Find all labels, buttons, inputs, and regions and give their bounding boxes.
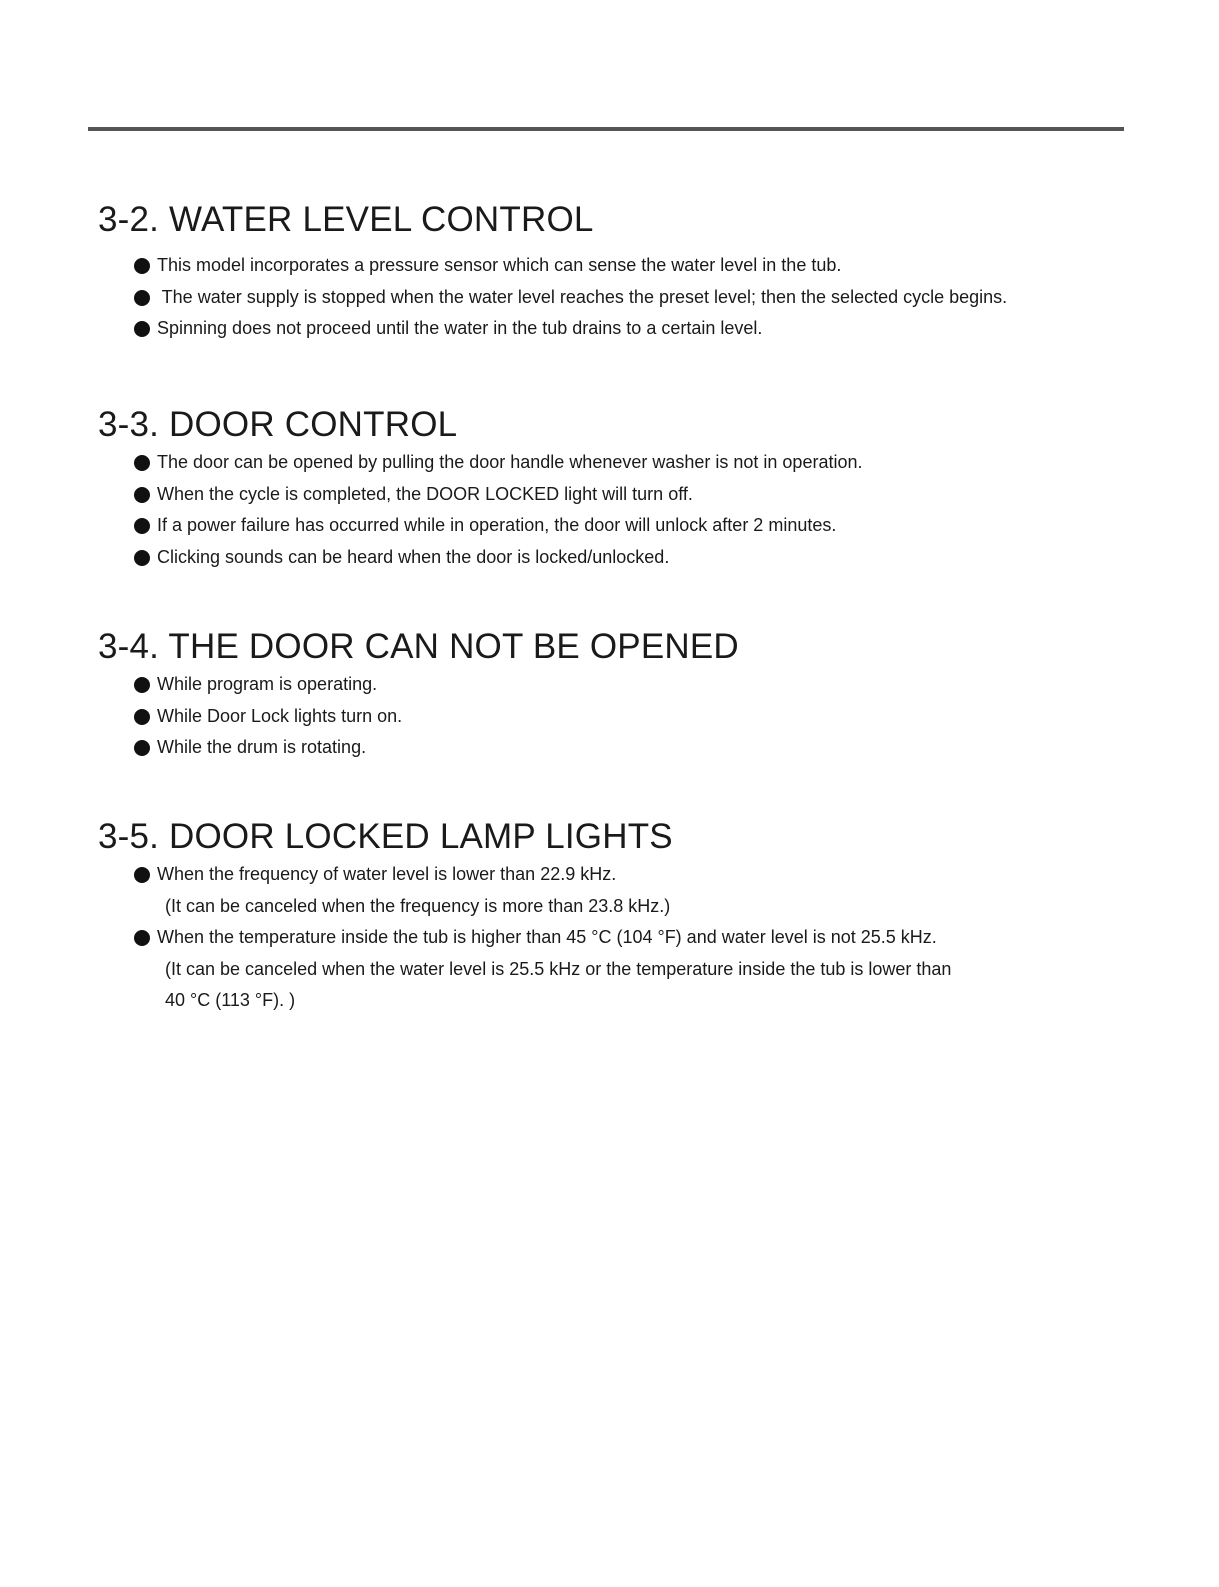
list-item [134, 479, 1108, 511]
bullet-icon [134, 487, 150, 503]
section-door-can-not-be-opened [98, 627, 1108, 764]
list-item [134, 701, 1108, 733]
list-item-text: When the frequency of water level is lower than 22.9 kHz. [157, 864, 617, 884]
bullet-icon [134, 290, 150, 306]
list-item-note: (It can be canceled when the frequency is more than 23.8 kHz.) [165, 895, 671, 916]
list-item [134, 922, 1108, 1017]
list-item [134, 250, 1108, 282]
header-rule [88, 127, 1124, 131]
section-title: 3-4. THE DOOR CAN NOT BE OPENED [98, 627, 739, 666]
list-item [134, 447, 1108, 479]
section-door-control [98, 405, 1108, 573]
list-item-text: Clicking sounds can be heard when the door is locked/unlocked. [157, 546, 670, 567]
bullet-icon [134, 518, 150, 534]
list-item-note: 40 °C (113 °F). ) [165, 990, 296, 1010]
bullet-list [98, 859, 1108, 1017]
list-item-text: This model incorporates a pressure sensor which can sense the water level in the tub. [157, 255, 842, 275]
bullet-list [98, 250, 1108, 345]
section-water-level-control [98, 200, 1108, 345]
bullet-icon [134, 455, 150, 471]
list-item-note: (It can be canceled when the water level is 25.5 kHz or the temperature inside the tub is lower than [165, 958, 952, 979]
list-item [134, 542, 1108, 574]
bullet-icon [134, 740, 150, 756]
list-item [134, 732, 1108, 764]
list-item [134, 313, 1108, 345]
bullet-icon [134, 258, 150, 274]
bullet-icon [134, 930, 150, 946]
section-title: 3-2. WATER LEVEL CONTROL [98, 200, 594, 239]
list-item [134, 859, 1108, 922]
list-item-text: While Door Lock lights turn on. [157, 705, 403, 726]
section-title: 3-3. DOOR CONTROL [98, 405, 458, 444]
list-item-text: The door can be opened by pulling the door handle whenever washer is not in operation. [157, 452, 863, 472]
list-item-text: When the cycle is completed, the DOOR LOCKED light will turn off. [157, 483, 693, 504]
list-item-text: While program is operating. [157, 674, 378, 694]
list-item-text: While the drum is rotating. [157, 737, 367, 757]
list-item-text: If a power failure has occurred while in operation, the door will unlock after 2 minutes. [157, 515, 837, 535]
section-title: 3-5. DOOR LOCKED LAMP LIGHTS [98, 817, 673, 856]
list-item-text: When the temperature inside the tub is higher than 45 °C (104 °F) and water level is not 25.5 kHz. [157, 927, 937, 947]
bullet-list [98, 669, 1108, 764]
list-item [134, 669, 1108, 701]
bullet-icon [134, 867, 150, 883]
list-item-text: Spinning does not proceed until the water in the tub drains to a certain level. [157, 318, 763, 338]
bullet-icon [134, 550, 150, 566]
bullet-icon [134, 321, 150, 337]
bullet-icon [134, 677, 150, 693]
list-item [134, 282, 1108, 314]
list-item [134, 510, 1108, 542]
section-door-locked-lamp-lights [98, 817, 1108, 1017]
bullet-list [98, 447, 1108, 573]
bullet-icon [134, 709, 150, 725]
list-item-text: The water supply is stopped when the water level reaches the preset level; then the selected cycle begins. [157, 286, 1008, 307]
